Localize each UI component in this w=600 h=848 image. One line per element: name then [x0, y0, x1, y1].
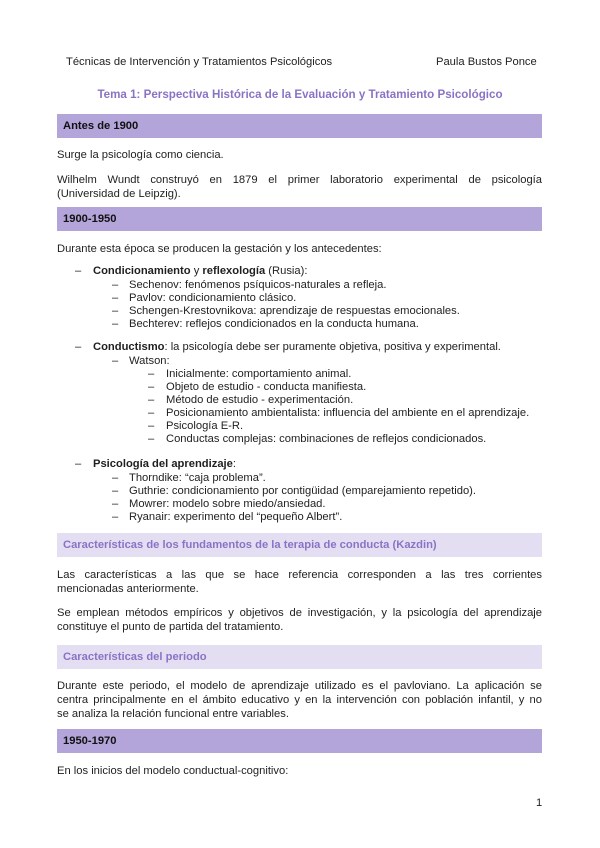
page-title: Tema 1: Perspectiva Histórica de la Evaluación y Tratamiento Psicológico	[97, 88, 503, 101]
bullet-dash: –	[75, 265, 82, 277]
text: y	[190, 265, 203, 277]
list-item-text: Ryanair: experimento del “pequeño Albert”.	[129, 511, 343, 523]
header-author: Paula Bustos Ponce	[436, 56, 537, 68]
list-item-text: Objeto de estudio - conducta manifiesta.	[166, 381, 367, 393]
list-item-text: Thorndike: “caja problema”.	[129, 472, 266, 484]
list-item-text: Bechterev: reflejos condicionados en la conducta humana.	[129, 318, 419, 330]
bold-term: Conductismo	[93, 341, 165, 353]
text: : la psicología debe ser puramente objetiva, positiva y experimental.	[164, 341, 501, 353]
list-item-text: Método de estudio - experimentación.	[166, 394, 354, 406]
text: (Rusia):	[265, 265, 308, 277]
paragraph: Durante esta época se producen la gestación y los antecedentes:	[57, 243, 382, 255]
section-heading-1900-1950: 1900-1950	[57, 207, 542, 231]
page-number: 1	[536, 797, 543, 809]
paragraph-line: Durante este periodo, el modelo de aprendizaje utilizado es el pavloviano. La aplicación se	[57, 680, 542, 692]
paragraph-line: constituye el punto de partida del tratamiento.	[57, 621, 284, 633]
list-item-text: Conductas complejas: combinaciones de reflejos condicionados.	[166, 433, 487, 445]
paragraph-line: Wilhelm Wundt construyó en 1879 el primer laboratorio experimental de psicología	[57, 174, 542, 186]
paragraph-line: Las características a las que se hace referencia corresponden a las tres corrientes	[57, 569, 542, 581]
bold-term: Psicología del aprendizaje	[93, 458, 233, 470]
header-course-title: Técnicas de Intervención y Tratamientos Psicológicos	[66, 56, 333, 68]
list-item-conductismo	[75, 341, 501, 355]
bullet-dash: –	[75, 458, 82, 470]
bullet-dash: –	[75, 341, 82, 353]
list-item-text: Inicialmente: comportamiento animal.	[166, 368, 352, 380]
list-item-text: Watson:	[129, 355, 170, 367]
section-heading-kazdin: Características de los fundamentos de la terapia de conducta (Kazdin)	[57, 533, 542, 557]
list-item-text: Guthrie: condicionamiento por contigüidad (emparejamiento repetido).	[129, 485, 477, 497]
bold-term: reflexología	[202, 265, 266, 277]
list-item-text: Psicología E-R.	[166, 420, 244, 432]
paragraph: En los inicios del modelo conductual-cognitivo:	[57, 765, 289, 777]
section-heading-caracteristicas-periodo: Características del periodo	[57, 645, 542, 669]
section-heading-1950-1970: 1950-1970	[57, 729, 542, 753]
list-item-text: Schengen-Krestovnikova: aprendizaje de respuestas emocionales.	[129, 305, 460, 317]
paragraph-line: se analiza la relación funcional entre variables.	[57, 708, 289, 720]
list-item-text: Mowrer: modelo sobre miedo/ansiedad.	[129, 498, 326, 510]
list-item-condicionamiento	[75, 265, 308, 279]
paragraph-line: (Universidad de Leipzig).	[57, 188, 181, 200]
paragraph-line: centra principalmente en el ámbito educativo y en la intervención con población infantil, y no	[57, 694, 542, 706]
list-item-psicologia-aprendizaje	[75, 458, 236, 472]
list-item-text: Pavlov: condicionamiento clásico.	[129, 292, 297, 304]
paragraph: Surge la psicología como ciencia.	[57, 149, 224, 161]
list-item-text: Sechenov: fenómenos psíquicos-naturales a refleja.	[129, 279, 387, 291]
list-item-text: Posicionamiento ambientalista: influencia del ambiente en el aprendizaje.	[166, 407, 530, 419]
paragraph-line: Se emplean métodos empíricos y objetivos de investigación, y la psicología del aprendizaje	[57, 607, 542, 619]
paragraph-line: mencionadas anteriormente.	[57, 583, 199, 595]
bold-term: Condicionamiento	[93, 265, 191, 277]
text: :	[232, 458, 236, 470]
section-heading-before-1900: Antes de 1900	[57, 114, 542, 138]
